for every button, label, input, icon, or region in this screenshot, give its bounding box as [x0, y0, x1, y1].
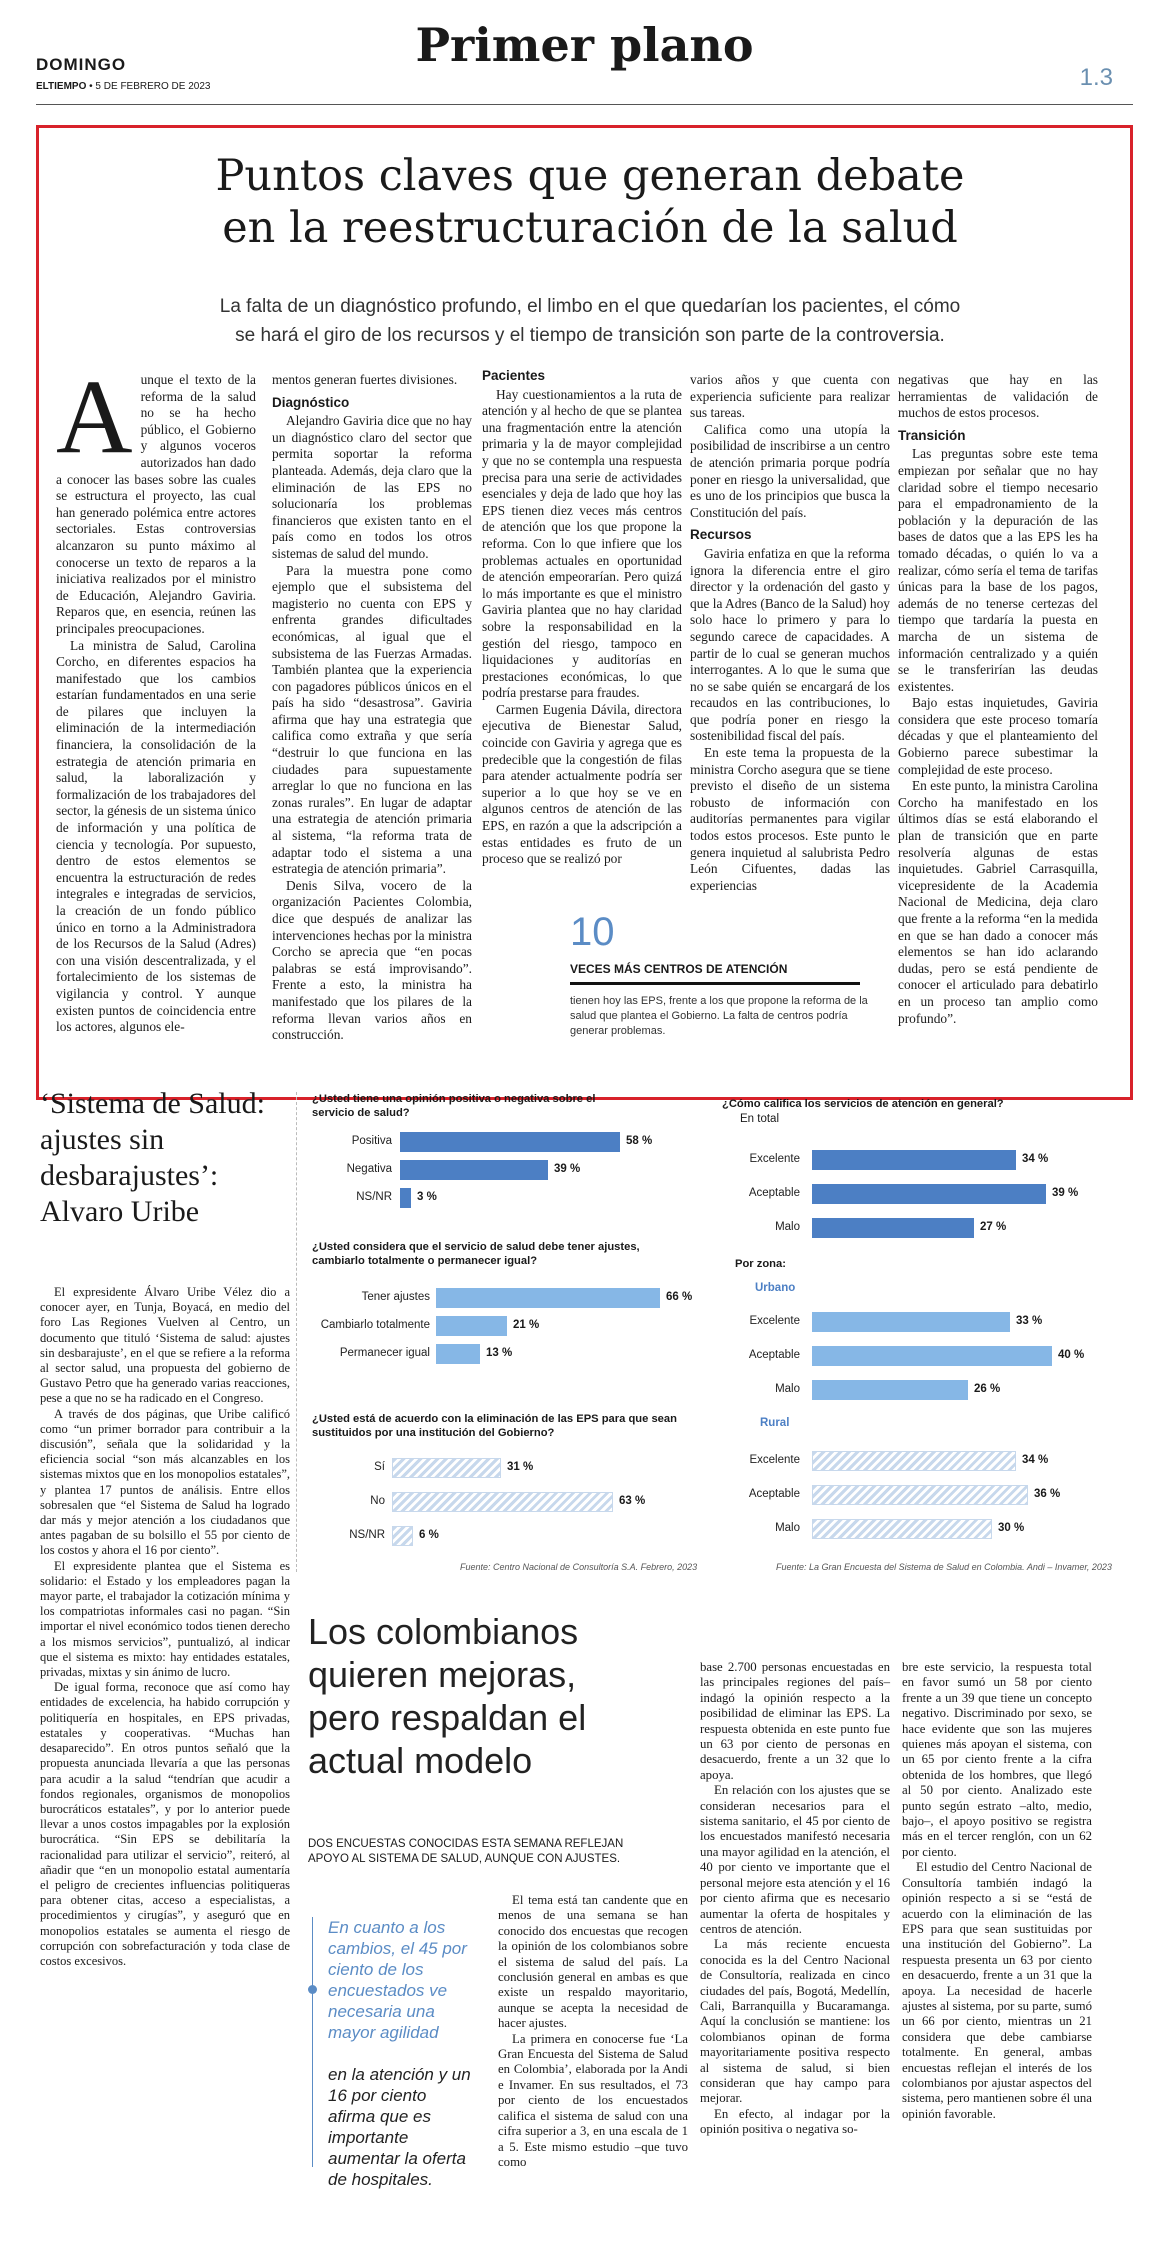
article-column-3	[482, 368, 682, 868]
article-column-2	[272, 372, 472, 1044]
stat-rule	[570, 982, 860, 985]
chart-1-value-label: 39 %	[554, 1163, 581, 1175]
chart-1-value-label: 58 %	[626, 1135, 653, 1147]
section-heading-transicion: Transición	[898, 427, 966, 443]
paragraph: Califica como una utopía la posibilidad de inscribirse a un centro de atención primaria porque podría poner en riesgo la universalidad, que es uno de los principios que busca la Constitución del país.	[690, 421, 890, 520]
chart-5-bar	[812, 1380, 968, 1400]
paragraph: En este tema la propuesta de la ministra Corcho asegura que se tiene previsto el diseño de un sistema robusto de información con auditorías permanentes para vigilar todos estos procesos. Este punto le genera inquietud al salubrista Pedro León Cifuentes, dadas las experiencias	[690, 745, 890, 893]
pull-quote-rule	[312, 1917, 313, 2167]
chart-5-bar	[812, 1312, 1010, 1332]
article-headline	[60, 150, 1120, 254]
paragraph: El estudio del Centro Nacional de Consultoría también indagó la opinión respecto a si se “está de acuerdo con la eliminación de las EPS para que sean sustituidas por una institución del Gobierno”. La respuesta presenta un 63 por ciento en desacuerdo, frente a un 31 que la apoya. La necesidad de hacerle ajustes al sistema, por su parte, sumó un 66 por ciento, mientras un 21 considera que debe cambiarse totalmente. En general, ambas encuestas reflejan el interés de los colombianos por ajustar aspectos del sistema, pero mantienen sobre él una opinión favorable.	[902, 1860, 1092, 2121]
chart-3-category-label: No	[370, 1495, 385, 1507]
masthead-day: DOMINGO	[36, 55, 127, 74]
lower-column-2	[700, 1660, 890, 2138]
chart-6-bar	[812, 1519, 992, 1539]
chart-4-bar	[812, 1184, 1046, 1204]
chart-1-bar	[400, 1160, 548, 1180]
rural-label: Rural	[760, 1417, 790, 1429]
paragraph: mentos generan fuertes divisiones.	[272, 372, 458, 387]
paragraph: En este punto, la ministra Carolina Corcho ha manifestado en los últimos días se está elaborando el plan de transición que en parte resolvería algunas de estas inquietudes. Gabriel Carrasquilla, vicepresidente de la Academia Nacional de Medicina, deja claro que frente a la reforma “en la medida en que se han dado a conocer más elementos se han ido aclarando dudas, pero se está pendiente de conocer el articulado para debatirlo en un proceso tan amplio como profundo”.	[898, 778, 1098, 1026]
chart-left-source: Fuente: Centro Nacional de Consultoría S.A. Febrero, 2023	[460, 1562, 698, 1572]
chart-1-category-label: Negativa	[346, 1163, 392, 1175]
paragraph: En relación con los ajustes que se consideran necesarios para el sistema sanitario, el 45 por ciento de los encuestados manifestó necesaria una mayor agilidad en la atención, el 40 por ciento ve importante que el personal mejore esta atención y el 16 por ciento afirma que es necesario aumentar la oferta de hospitales y centros de atención.	[700, 1783, 890, 1936]
chart-5-value-label: 40 %	[1058, 1349, 1085, 1361]
chart-3-value-label: 31 %	[507, 1461, 534, 1473]
paragraph: A través de dos páginas, que Uribe calificó como “un primer borrador para contribuir a la discusión”, señala que la solidaridad y la eficiencia social “son más alcanzables en los sistemas mixtos que en los monopolios estatales”, y plantea 17 puntos de análisis. Entre ellos sobresalen que “el Sistema de Salud ha logrado dar más y mejor atención a los ciudadanos que antes pagaban de su bolsillo el 55 por ciento de los costos y ahora el 16 por ciento”.	[40, 1406, 290, 1558]
chart-divider	[296, 1092, 297, 1572]
headline-line-1: Puntos claves que generan debate	[215, 151, 965, 201]
chart-6-value-label: 34 %	[1022, 1454, 1049, 1466]
chart-4-category-label: Excelente	[749, 1153, 800, 1165]
chart-6-bar	[812, 1451, 1016, 1471]
paragraph: De igual forma, reconoce que así como hay entidades de excelencia, ha habido corrupción y politiquería en hospitales, en EPS privadas, estatales y cooperativas. “Muchas han desaparecido”. En otros puntos señaló que la propuesta anunciada llevaría a que las personas para acudir a la salud “tendrían que acudir a fondos regionales, organismos de monopolios burocráticos estatales”, y por lo anterior puede llevar a unos costos impagables por la explosión burocrática. “Sin EPS se debilitaría la racionalidad para utilizar el servicio”, reiteró, al añadir que “en un monopolio estatal aumentaría el peligro de crecientes influencias politiqueras para obtener citas, acceso a especialistas, a procedimientos y cirugías”, y aseguró que en monopolios estatales se aumenta el riesgo de corrupción con sobrefacturación y toda clase de costos excesivos.	[40, 1680, 290, 1968]
paragraph: bre este servicio, la respuesta total en favor sumó un 58 por ciento frente a un 39 que tiene un concepto negativo. Discriminado por sexo, se hace evidente que son las mujeres quienes más apoyan el sistema, con un 65 por ciento frente a la cifra obtenida de los hombres, que llegó al 50 por ciento. Analizado este punto según estrato –alto, medio, bajo–, el apoyo positivo se registra más en el tercer renglón, con un 62 por ciento.	[902, 1660, 1092, 1859]
paragraph: Las preguntas sobre este tema empiezan por señalar que no hay claridad sobre el tiempo necesario para el empadronamiento de la población y la depuración de las bases de datos que a las EPS les ha tomado décadas, o quién lo va a realizar, cómo sería el tema de tarifas únicas para la base de los pagos, además de no tenerse certezas del tiempo que tardaría la puesta en marcha de un sistema de información centralizado y a quién se le transferirían las deudas existentes.	[898, 446, 1098, 694]
paragraph: El expresidente plantea que el Sistema es solidario: el Estado y los empleadores pagan la mayor parte, el trabajador la cotización mínima y los compatriotas informales casi no pagan. “Sin importar el nivel económico todos tienen derecho a los mismos servicios”, puntualizó, al indicar que el sistema es mixto: hay entidades estatales, privadas, mixtas y sin ánimo de lucro.	[40, 1558, 290, 1680]
uribe-article-body	[40, 1285, 290, 1969]
pull-quote-rest: en la atención y un 16 por ciento afirma que es importante aumentar la oferta de hospitales.	[328, 2065, 471, 2189]
chart-4-category-label: Aceptable	[748, 1187, 800, 1199]
stat-label: VECES MÁS CENTROS DE ATENCIÓN	[570, 962, 788, 976]
zone-label: Por zona:	[735, 1258, 786, 1270]
article-dek	[90, 292, 1090, 350]
headline-line-2: en la reestructuración de la salud	[222, 203, 958, 253]
chart-5-category-label: Excelente	[749, 1315, 800, 1327]
chart-3-value-label: 6 %	[419, 1529, 439, 1541]
paragraph: unque el texto de la reforma de la salud no se ha hecho público, el Gobierno y algunos voceros autorizados han dado a conocer las bases sobre las cuales se estructura el proyecto, las cual han generado polémica entre actores sectoriales. Estas controversias alcanzaron su punto máximo al conocerse un texto de reparos a la iniciativa realizados por el ministro de Educación, Alejandro Gaviria. Reparos que, en esencia, reúnen las principales preocupaciones.	[56, 372, 256, 636]
pull-quote-dot	[308, 1985, 317, 1994]
pull-quote-highlight: En cuanto a los cambios, el 45 por ciento de los encuestados ve necesaria una mayor agilidad	[328, 1918, 467, 2042]
chart-3-category-label: NS/NR	[349, 1529, 385, 1541]
issue-date: • 5 DE FEBRERO DE 2023	[86, 81, 211, 92]
chart-2-value-label: 21 %	[513, 1319, 540, 1331]
chart-4-category-label: Malo	[775, 1221, 800, 1233]
paragraph: La primera en conocerse fue ‘La Gran Encuesta del Sistema de Salud en Colombia’, elaborada por la Andi e Invamer. En sus resultados, el 73 por ciento de los encuestados califica el sistema de salud con una cifra superior a 3, en una escala de 1 a 5. Este mismo estudio –que tuvo como	[498, 2031, 688, 2169]
chart-2-bar	[436, 1288, 660, 1308]
section-title: Primer plano	[415, 18, 754, 72]
chart-5-value-label: 33 %	[1016, 1315, 1043, 1327]
lower-column-1	[498, 1893, 688, 2170]
section-heading-pacientes: Pacientes	[482, 368, 546, 383]
article-column-4	[690, 372, 890, 894]
chart-4-bar	[812, 1150, 1016, 1170]
dek-line-2: se hará el giro de los recursos y el tiempo de transición son parte de la controversia.	[235, 325, 945, 346]
chart-1-bar	[400, 1188, 411, 1208]
paragraph: En efecto, al indagar por la opinión positiva o negativa so-	[700, 2106, 890, 2137]
masthead-date	[36, 81, 210, 92]
paragraph: Denis Silva, vocero de la organización Pacientes Colombia, dice que después de analizar las intervenciones hechas por la ministra Corcho se aprecia que “en pocas palabras se está improvisando”. Frente a esto, la ministra ha manifestado que los pilares de la reforma llevan varios años en construcción.	[272, 877, 472, 1043]
chart-2-category-label: Cambiarlo totalmente	[320, 1319, 430, 1331]
paragraph: negativas que hay en las herramientas de validación de muchos de estos procesos.	[898, 372, 1098, 421]
chart-3-category-label: Sí	[374, 1461, 385, 1473]
chart-4-question: ¿Cómo califica los servicios de atención en general?	[722, 1098, 1004, 1110]
chart-6-category-label: Aceptable	[748, 1488, 800, 1500]
article-column-1	[56, 358, 256, 1036]
chart-3-bar	[392, 1492, 613, 1512]
paragraph: Gaviria enfatiza en que la reforma ignora la diferencia entre el giro director y la ordenación del gasto y que la Adres (Banco de la Salud) hoy solo hace lo primero y para lo segundo carece de capacidades. A partir de lo cual se generan muchos interrogantes. A lo que le suma que no se sabe quién se encargará de los recaudos en las contribuciones, lo que podría poner en riesgo la sostenibilidad fiscal del país.	[690, 545, 890, 744]
chart-6-value-label: 30 %	[998, 1522, 1025, 1534]
urban-label: Urbano	[755, 1282, 796, 1294]
chart-5-category-label: Malo	[775, 1383, 800, 1395]
chart-2-question: ¿Usted considera que el servicio de salud debe tener ajustes, cambiarlo totalmente o permanecer igual?	[312, 1241, 640, 1267]
masthead-rule	[36, 104, 1133, 105]
paragraph: varios años y que cuenta con experiencia suficiente para realizar sus tareas.	[690, 372, 890, 421]
chart-1-bar	[400, 1132, 620, 1152]
chart-2-bar	[436, 1316, 507, 1336]
paragraph: base 2.700 personas encuestadas en las principales regiones del país– indagó la opinión respecto a la posibilidad de eliminar las EPS. La respuesta obtenida en este punto fue un 63 por ciento de personas en desacuerdo, frente a un 32 que lo apoya.	[700, 1660, 890, 1782]
chart-3-value-label: 63 %	[619, 1495, 646, 1507]
lower-column-3	[902, 1660, 1092, 2122]
chart-1-category-label: NS/NR	[356, 1191, 392, 1203]
paragraph: El tema está tan candente que en menos de una semana se han conocido dos encuestas que recogen la opinión de los colombianos sobre el sistema de salud del país. La conclusión general en ambas es que existe un respaldo mayoritario, aunque se acepta la necesidad de hacer ajustes.	[498, 1893, 688, 2031]
paragraph: La más reciente encuesta conocida es la del Centro Nacional de Consultoría, realizada en cinco ciudades del país, Bogotá, Medellín, Cali, Barranquilla y Bucaramanga. Aquí la conclusión se mantiene: los colombianos opinan de forma mayoritariamente positiva respecto al sistema de salud, si bien consideran que hay campo para mejorar.	[700, 1937, 890, 2106]
chart-1-question: ¿Usted tiene una opinión positiva o negativa sobre el servicio de salud?	[312, 1093, 596, 1119]
uribe-headline: ‘Sistema de Salud: ajustes sin desbarajustes’: Alvaro Uribe	[40, 1087, 265, 1228]
chart-3-bar	[392, 1526, 413, 1546]
page-number: 1.3	[1079, 64, 1113, 91]
chart-2-bar	[436, 1344, 480, 1364]
chart-2-category-label: Tener ajustes	[361, 1291, 430, 1303]
chart-3-bar	[392, 1458, 501, 1478]
chart-4-subtitle: En total	[740, 1113, 779, 1125]
chart-6-category-label: Malo	[775, 1522, 800, 1534]
chart-4-value-label: 39 %	[1052, 1187, 1079, 1199]
section-heading-recursos: Recursos	[690, 527, 752, 543]
paragraph: Hay cuestionamientos a la ruta de atención y al hecho de que se plantea una fragmentación entre la atención primaria y la de mayor complejidad y que no se contempla una respuesta precisa para una serie de actividades esenciales y deja de lado que hoy las EPS tienen diez veces más centros de atención que los que propone la reforma. Con lo que infiere que los problemas actuales en oportunidad de atención empeorarían. Pero quizá lo más importante es que el ministro Gaviria plantea que no hay claridad sobre la responsabilidad en la gestión del riesgo, tampoco en liquidaciones y auditorías en prestaciones económicas, lo que podría prestarse para fraudes.	[482, 386, 682, 701]
chart-5-bar	[812, 1346, 1052, 1366]
chart-4-bar	[812, 1218, 974, 1238]
chart-2-value-label: 13 %	[486, 1347, 513, 1359]
section-heading-diagnostico: Diagnóstico	[272, 394, 350, 410]
chart-1-value-label: 3 %	[417, 1191, 437, 1203]
paragraph: Alejandro Gaviria dice que no hay un diagnóstico claro del sector que permita soportar la reforma planteada. Además, deja claro que la eliminación de las EPS no solucionaría los problemas financieros que existen tanto en el país como en todos los otros sistemas de salud del mundo.	[272, 413, 472, 561]
newspaper-name: ELTIEMPO	[36, 81, 87, 92]
chart-5-value-label: 26 %	[974, 1383, 1001, 1395]
paragraph: Bajo estas inquietudes, Gaviria considera que este proceso tomaría décadas y que el planteamiento del Gobierno parece subestimar la complejidad de este proceso.	[898, 695, 1098, 777]
chart-6-category-label: Excelente	[749, 1454, 800, 1466]
stat-description: tienen hoy las EPS, frente a los que propone la reforma de la salud que plantea el Gobierno. La falta de centros podría generar problemas.	[570, 995, 868, 1037]
lower-headline: Los colombianos quieren mejoras, pero respaldan el actual modelo	[308, 1611, 587, 1781]
chart-2-value-label: 66 %	[666, 1291, 693, 1303]
paragraph: El expresidente Álvaro Uribe Vélez dio a conocer ayer, en Tunja, Boyacá, en medio del foro Las Regiones Vuelven al Centro, un documento que tituló ‘Sistema de salud: ajustes sin desbarajuste’, en el que se refiere a la reforma al sector salud, una propuesta del gobierno de Gustavo Petro que ha generado varias reacciones, pese a que no se ha radicado en el Congreso.	[40, 1285, 290, 1406]
drop-cap: A	[56, 358, 133, 475]
paragraph: La ministra de Salud, Carolina Corcho, en diferentes espacios ha manifestado que los cambios estarían fundamentados en una serie de pilares que incluyen la eliminación de la intermediación financiera, la consolidación de la estrategia de atención primaria en salud, la laboralización y formalización de los trabajadores del sector, la génesis de un sistema único de información y una política de ciencia y tecnología. Por supuesto, dentro de estos elementos se encuentra la estructuración de redes integrales e integradas de servicios, la creación de un fondo público único en torno a la Administradora de los Recursos de la Salud (Adres) con una visión descentralizada, y el fortalecimiento de los sistemas de vigilancia y control. Y aunque existen puntos de coincidencia entre los actores, algunos ele-	[56, 637, 256, 1035]
chart-4-value-label: 34 %	[1022, 1153, 1049, 1165]
article-column-5	[898, 372, 1098, 1027]
chart-3-question: ¿Usted está de acuerdo con la eliminación de las EPS para que sean sustituidos por una institución del Gobierno?	[312, 1413, 677, 1439]
chart-6-value-label: 36 %	[1034, 1488, 1061, 1500]
chart-4-value-label: 27 %	[980, 1221, 1007, 1233]
lower-kicker: DOS ENCUESTAS CONOCIDAS ESTA SEMANA REFLEJAN APOYO AL SISTEMA DE SALUD, AUNQUE CON AJUSTES.	[308, 1838, 624, 1865]
chart-5-category-label: Aceptable	[748, 1349, 800, 1361]
chart-right-source: Fuente: La Gran Encuesta del Sistema de Salud en Colombia. Andi – Invamer, 2023	[776, 1562, 1112, 1572]
chart-6-bar	[812, 1485, 1028, 1505]
paragraph: Para la muestra pone como ejemplo que el subsistema del magisterio no cuenta con EPS y enfrenta grandes dificultades económicas, al igual que el subsistema de las Fuerzas Armadas. También plantea que la experiencia con pagadores públicos únicos en el país ha sido “desastrosa”. Gaviria afirma que hay una estrategia que califica como extraña y que sería “destruir lo que funciona en las ciudades para supuestamente arreglar lo que no funciona en las zonas rurales”. En lugar de adaptar una estrategia de atención primaria al sistema, “la reforma trata de adaptar todo el sistema a una estrategia de atención primaria”.	[272, 562, 472, 877]
paragraph: Carmen Eugenia Dávila, directora ejecutiva de Bienestar Salud, coincide con Gaviria y agrega que es predecible que la congestión de filas para atender actualmente podría ser superior a lo que hoy se ve en algunos centros de atención de las EPS, en razón a que la adscripción a estas entidades es fruto de un proceso que se realizó por	[482, 701, 682, 867]
chart-1-category-label: Positiva	[351, 1135, 392, 1147]
chart-2-category-label: Permanecer igual	[339, 1347, 430, 1359]
stat-number: 10	[570, 910, 615, 954]
dek-line-1: La falta de un diagnóstico profundo, el limbo en el que quedarían los pacientes, el cómo	[219, 296, 961, 317]
